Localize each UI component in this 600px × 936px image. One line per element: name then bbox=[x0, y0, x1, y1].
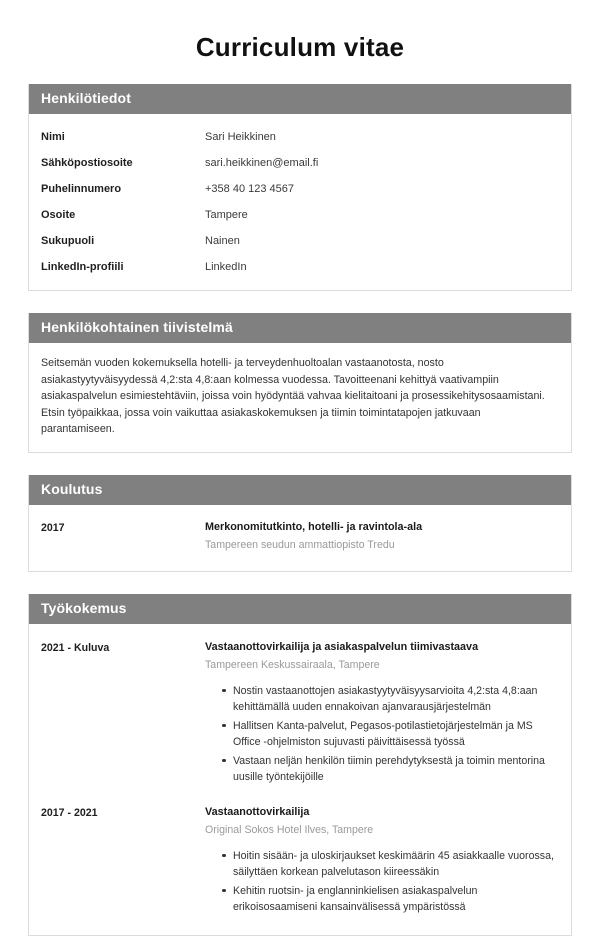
entry-title: Vastaanottovirkailija bbox=[205, 805, 310, 818]
entry-institution: Tampereen seudun ammattiopisto Tredu bbox=[205, 538, 395, 551]
education-body bbox=[29, 505, 571, 571]
work-experience-body bbox=[29, 624, 571, 935]
detail-row-linkedin bbox=[41, 254, 559, 280]
detail-value: sari.heikkinen@email.fi bbox=[205, 157, 319, 169]
entry-title: Merkonomitutkinto, hotelli- ja ravintola-ala bbox=[205, 520, 423, 533]
section-work-experience bbox=[28, 594, 572, 936]
entry-bullet: Kehitin ruotsin- ja englanninkielisen asiakaspalvelun erikoisosaamiseni kansainvälisessä ympäristössä bbox=[222, 883, 557, 915]
entry-bullet: Vastaan neljän henkilön tiimin perehdytyksestä ja toimin mentorina uusille työntekijöille bbox=[222, 753, 557, 785]
detail-label: Nimi bbox=[41, 131, 65, 143]
entry-bullet: Nostin vastaanottojen asiakastyytyväisyysarvioita 4,2:sta 4,8:aan kehittämällä uuden ennakoivan ajanvarausjärjestelmän bbox=[222, 683, 557, 715]
entry-bullet: Hoitin sisään- ja uloskirjaukset keskimäärin 45 asiakkaalle vuorossa, säilyttäen korkean palvelutason kiireessäkin bbox=[222, 848, 557, 880]
entry-date: 2021 - Kuluva bbox=[41, 641, 110, 654]
detail-value: Sari Heikkinen bbox=[205, 131, 276, 143]
entry-main bbox=[205, 805, 557, 915]
entry-date: 2017 bbox=[41, 521, 65, 534]
entry-bullet-list bbox=[205, 683, 557, 785]
education-entry bbox=[41, 516, 559, 559]
detail-row-address bbox=[41, 202, 559, 228]
entry-title: Vastaanottovirkailija ja asiakaspalvelun tiimivastaava bbox=[205, 640, 479, 653]
experience-entry bbox=[41, 791, 557, 921]
section-education bbox=[28, 475, 572, 572]
entry-main bbox=[205, 640, 557, 785]
detail-row-email bbox=[41, 150, 559, 176]
detail-row-name bbox=[41, 124, 559, 150]
section-heading-personal-summary: Henkilökohtainen tiivistelmä bbox=[29, 313, 571, 343]
section-personal-details bbox=[28, 84, 572, 291]
entry-employer: Tampereen Keskussairaala, Tampere bbox=[205, 658, 380, 671]
personal-details-body bbox=[29, 114, 571, 290]
detail-value-linkedin[interactable]: LinkedIn bbox=[205, 261, 247, 273]
detail-value: Tampere bbox=[205, 209, 248, 221]
section-heading-personal-details: Henkilötiedot bbox=[29, 84, 571, 114]
detail-label: Sukupuoli bbox=[41, 235, 95, 247]
detail-row-gender bbox=[41, 228, 559, 254]
section-heading-work-experience: Työkokemus bbox=[29, 594, 571, 624]
section-heading-education: Koulutus bbox=[29, 475, 571, 505]
detail-value: Nainen bbox=[205, 235, 240, 247]
detail-label: LinkedIn-profiili bbox=[41, 261, 124, 273]
detail-label: Puhelinnumero bbox=[41, 183, 122, 195]
cv-sections bbox=[0, 84, 600, 936]
detail-label: Sähköpostiosoite bbox=[41, 157, 133, 169]
experience-entry bbox=[41, 636, 557, 791]
detail-label: Osoite bbox=[41, 209, 76, 221]
entry-employer: Original Sokos Hotel Ilves, Tampere bbox=[205, 823, 374, 836]
page-title: Curriculum vitae bbox=[195, 32, 405, 62]
detail-row-phone bbox=[41, 176, 559, 202]
summary-paragraph: Seitsemän vuoden kokemuksella hotelli- ja terveydenhuoltoalan vastaanotosta, nosto asiakastyytyväisyydessä 4,2:sta 4,8:aan kolmessa vuodessa. Tavoitteenani kehittyä vaativampiin asiakaspalvelun esimiestehtäviin, joissa voin hyödyntää vahvaa kielitaitoani ja prosessikehitysosaamistani. Etsin työpaikkaa, jossa voin vaikuttaa asiakaskokemuksen ja tiimin toimintatapojen jatkuvaan parantamiseen. bbox=[41, 357, 545, 435]
entry-date: 2017 - 2021 bbox=[41, 806, 98, 819]
personal-summary-body bbox=[29, 343, 571, 452]
section-personal-summary bbox=[28, 313, 572, 453]
entry-main bbox=[205, 520, 559, 553]
entry-bullet-list bbox=[205, 848, 557, 915]
entry-bullet: Hallitsen Kanta-palvelut, Pegasos-potilastietojärjestelmän ja MS Office -ohjelmiston sujuvasti päivittäisessä työssä bbox=[222, 718, 557, 750]
detail-value: +358 40 123 4567 bbox=[205, 183, 295, 195]
